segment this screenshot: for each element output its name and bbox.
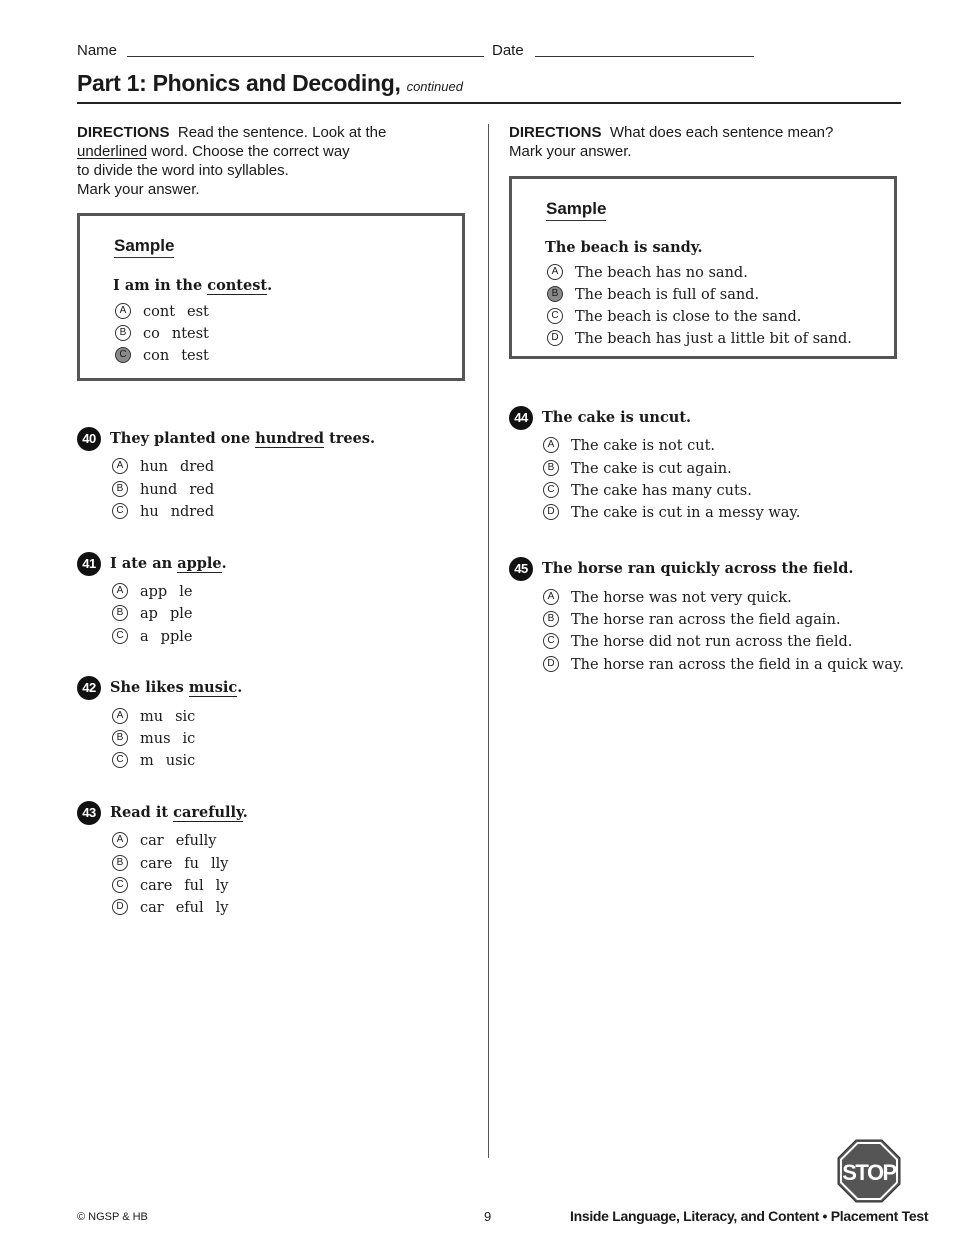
bubble-c[interactable]: C: [112, 503, 128, 519]
q45-option-a[interactable]: A The horse was not very quick.: [543, 588, 792, 608]
bubble-a[interactable]: A: [112, 832, 128, 848]
directions-line: What does each sentence mean?: [609, 124, 834, 141]
sample-option-c[interactable]: C The beach is close to the sand.: [547, 307, 801, 327]
sample-stem: The beach is sandy.: [545, 239, 703, 256]
q45-option-d[interactable]: D The horse ran across the field in a quick way.: [543, 655, 904, 675]
name-date-row: [77, 42, 901, 62]
bubble-a[interactable]: A: [543, 589, 559, 605]
bubble-b[interactable]: B: [115, 325, 131, 341]
column-divider: [488, 124, 489, 1158]
sample-option-d[interactable]: D The beach has just a little bit of sand.: [547, 329, 852, 349]
directions-label: DIRECTIONS: [509, 124, 602, 141]
q40-option-b[interactable]: B hund red: [112, 480, 226, 500]
directions-line: Mark your answer.: [509, 143, 632, 160]
q43-option-d[interactable]: D car eful ly: [112, 898, 240, 918]
sample-option-b[interactable]: B The beach is full of sand.: [547, 285, 759, 305]
bubble-b[interactable]: B: [543, 611, 559, 627]
sample-option-a[interactable]: A cont est: [115, 302, 221, 322]
bubble-b[interactable]: B: [112, 481, 128, 497]
question-42-stem: She likes music.: [110, 679, 243, 696]
stop-sign-icon: [837, 1139, 901, 1203]
q41-option-b[interactable]: B ap ple: [112, 604, 204, 624]
bubble-b[interactable]: B: [112, 855, 128, 871]
question-number-42: 42: [77, 676, 101, 700]
bubble-c[interactable]: C: [112, 877, 128, 893]
q41-option-a[interactable]: A app le: [112, 582, 204, 602]
directions-label: DIRECTIONS: [77, 124, 170, 141]
bubble-a[interactable]: A: [547, 264, 563, 280]
sample-option-c[interactable]: C con test: [115, 346, 221, 366]
q43-option-a[interactable]: A car efully: [112, 831, 228, 851]
name-field[interactable]: [127, 56, 484, 57]
sample-title: Sample: [114, 236, 174, 258]
directions-line: to divide the word into syllables.: [77, 162, 289, 179]
bubble-a[interactable]: A: [115, 303, 131, 319]
bubble-d[interactable]: D: [547, 330, 563, 346]
q42-option-b[interactable]: B mus ic: [112, 729, 207, 749]
bubble-d[interactable]: D: [543, 656, 559, 672]
q44-option-c[interactable]: C The cake has many cuts.: [543, 481, 752, 501]
bubble-a[interactable]: A: [112, 708, 128, 724]
q44-option-b[interactable]: B The cake is cut again.: [543, 459, 732, 479]
question-40-stem: They planted one hundred trees.: [110, 430, 376, 447]
directions-line: Read the sentence. Look at the: [177, 124, 387, 141]
title-continued: continued: [406, 79, 463, 94]
q43-option-c[interactable]: C care ful ly: [112, 876, 240, 896]
stop-sign-text: STOP: [842, 1160, 896, 1185]
left-sample-box: [77, 213, 465, 381]
sample-stem: I am in the contest.: [113, 277, 273, 294]
title-text: Part 1: Phonics and Decoding,: [77, 70, 401, 96]
q44-option-d[interactable]: D The cake is cut in a messy way.: [543, 503, 800, 523]
question-43-stem: Read it carefully.: [110, 804, 248, 821]
bubble-c[interactable]: C: [112, 628, 128, 644]
bubble-c-filled[interactable]: C: [115, 347, 131, 363]
directions-line: word. Choose the correct way: [151, 143, 350, 160]
q43-option-b[interactable]: B care fu lly: [112, 854, 240, 874]
left-directions: [77, 123, 477, 199]
bubble-c[interactable]: C: [547, 308, 563, 324]
footer-copyright: © NGSP & HB: [77, 1211, 148, 1223]
page-title: [77, 70, 463, 97]
sample-title: Sample: [546, 199, 606, 221]
right-sample-box: [509, 176, 897, 359]
question-number-44: 44: [509, 406, 533, 430]
date-label: Date: [492, 42, 524, 59]
bubble-c[interactable]: C: [543, 482, 559, 498]
q42-option-a[interactable]: A mu sic: [112, 707, 207, 727]
bubble-b[interactable]: B: [112, 730, 128, 746]
q40-option-a[interactable]: A hun dred: [112, 457, 226, 477]
question-44-stem: The cake is uncut.: [542, 409, 692, 426]
bubble-a[interactable]: A: [543, 437, 559, 453]
q44-option-a[interactable]: A The cake is not cut.: [543, 436, 715, 456]
directions-line: Mark your answer.: [77, 181, 200, 198]
bubble-a[interactable]: A: [112, 583, 128, 599]
bubble-b[interactable]: B: [112, 605, 128, 621]
footer-page-number: 9: [484, 1209, 492, 1224]
bubble-b-filled[interactable]: B: [547, 286, 563, 302]
date-field[interactable]: [535, 56, 754, 57]
directions-underlined: underlined: [77, 143, 148, 160]
question-number-40: 40: [77, 427, 101, 451]
question-number-45: 45: [509, 557, 533, 581]
q45-option-b[interactable]: B The horse ran across the field again.: [543, 610, 841, 630]
bubble-a[interactable]: A: [112, 458, 128, 474]
bubble-d[interactable]: D: [112, 899, 128, 915]
q42-option-c[interactable]: C m usic: [112, 751, 207, 771]
footer-book-title: Inside Language, Literacy, and Content • Placement Test: [570, 1208, 929, 1224]
bubble-c[interactable]: C: [543, 633, 559, 649]
bubble-b[interactable]: B: [543, 460, 559, 476]
sample-option-b[interactable]: B co ntest: [115, 324, 221, 344]
title-rule: [77, 102, 901, 104]
question-number-43: 43: [77, 801, 101, 825]
q41-option-c[interactable]: C a pple: [112, 627, 204, 647]
question-45-stem: The horse ran quickly across the field.: [542, 560, 854, 577]
name-label: Name: [77, 42, 118, 59]
q40-option-c[interactable]: C hu ndred: [112, 502, 226, 522]
right-directions: [509, 123, 899, 161]
q45-option-c[interactable]: C The horse did not run across the field.: [543, 632, 852, 652]
bubble-c[interactable]: C: [112, 752, 128, 768]
sample-option-a[interactable]: A The beach has no sand.: [547, 263, 748, 283]
question-41-stem: I ate an apple.: [110, 555, 227, 572]
bubble-d[interactable]: D: [543, 504, 559, 520]
question-number-41: 41: [77, 552, 101, 576]
